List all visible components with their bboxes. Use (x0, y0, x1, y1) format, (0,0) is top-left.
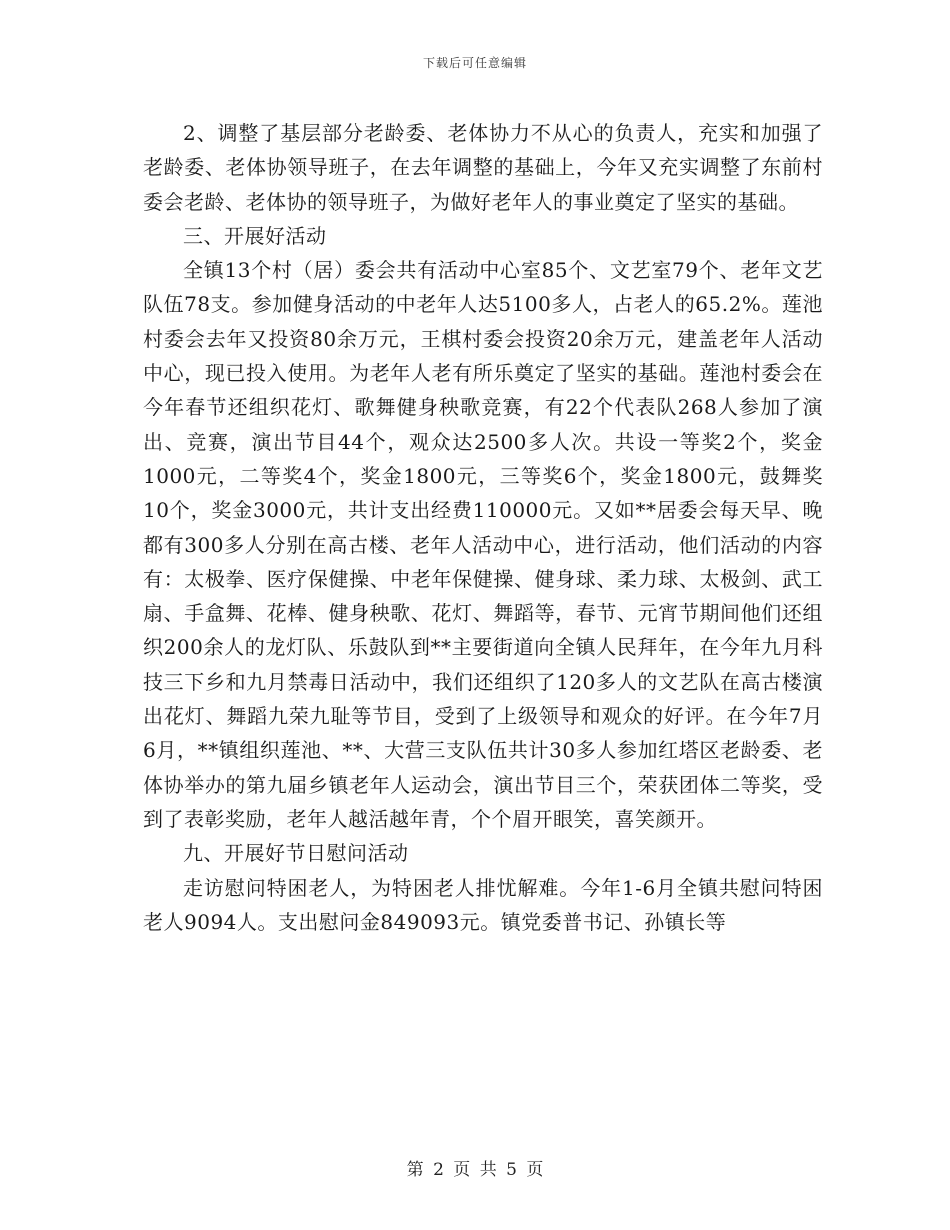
paragraph-activities: 全镇13个村（居）委会共有活动中心室85个、文艺室79个、老年文艺队伍78支。参加健身活动的中老年人达5100多人，占老人的65.2%。莲池村委会去年又投资80余万元，王棋村委会投资20余万元，建盖老年人活动中心，现已投入使用。为老年人老有所乐奠定了坚实的基础。莲池村委会在今年春节还组织花灯、歌舞健身秧歌竞赛，有22个代表队268人参加了演出、竞赛，演出节目44个，观众达2500多人次。共设一等奖2个，奖金1000元，二等奖4个，奖金1800元，三等奖6个，奖金1800元，鼓舞奖10个，奖金3000元，共计支出经费110000元。又如**居委会每天早、晚都有300多人分别在高古楼、老年人活动中心，进行活动，他们活动的内容有：太极拳、医疗保健操、中老年保健操、健身球、柔力球、太极剑、武工扇、手盒舞、花棒、健身秧歌、花灯、舞蹈等，春节、元宵节期间他们还组织200余人的龙灯队、乐鼓队到**主要街道向全镇人民拜年，在今年九月科技三下乡和九月禁毒日活动中，我们还组织了120多人的文艺队在高古楼演出花灯、舞蹈九荣九耻等节目，受到了上级领导和观众的好评。在今年7月6月，**镇组织莲池、**、大营三支队伍共计30多人参加红塔区老龄委、老体协举办的第九届乡镇老年人运动会，演出节目三个，荣获团体二等奖，受到了表彰奖励，老年人越活越年青，个个眉开眼笑，喜笑颜开。 (143, 258, 823, 831)
page-header: 下载后可任意编辑 (422, 56, 527, 70)
page-number-footer: 第 2 页 共 5 页 (406, 1160, 544, 1180)
section-heading-activities: 三、开展好活动 (183, 223, 327, 248)
document-body (143, 116, 823, 939)
section-heading-holiday-visits: 九、开展好节日慰问活动 (183, 841, 409, 866)
paragraph-holiday-visits: 走访慰问特困老人，为特困老人排忧解难。今年1-6月全镇共慰问特困老人9094人。支出慰问金849093元。镇党委普书记、孙镇长等 (143, 875, 823, 934)
paragraph-leadership-adjustment: 2、调整了基层部分老龄委、老体协力不从心的负责人，充实和加强了老龄委、老体协领导班子，在去年调整的基础上，今年又充实调整了东前村委会老龄、老体协的领导班子，为做好老年人的事业奠定了坚实的基础。 (143, 121, 823, 214)
